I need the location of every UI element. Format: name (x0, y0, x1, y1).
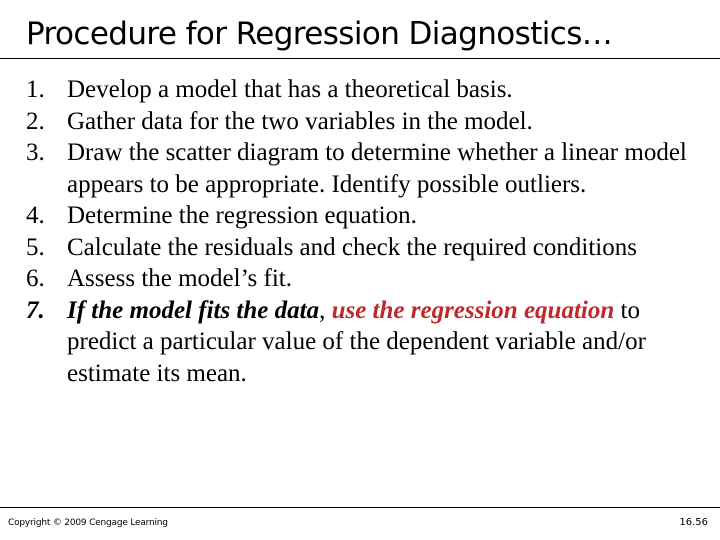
step-item (20, 263, 712, 295)
step-text: Assess the model’s fit. (67, 265, 292, 292)
step-text: Determine the regression equation. (67, 202, 417, 229)
step-text: Develop a model that has a theoretical basis. (67, 76, 513, 103)
title-divider (0, 58, 720, 59)
step-item (20, 232, 712, 264)
step-separator: , (319, 296, 332, 324)
step-number: 3. (26, 139, 45, 166)
copyright-text: Copyright © 2009 Cengage Learning (8, 518, 168, 528)
step-number: 2. (26, 107, 45, 135)
slide-title: Procedure for Regression Diagnostics… (26, 16, 613, 52)
step-highlight-text: use the regression equation (331, 296, 615, 324)
step-text: Calculate the residuals and check the required conditions (67, 233, 637, 261)
step-text: Draw the scatter diagram to determine whether a linear model appears to be appropriate. Identify possible outliers. (67, 139, 687, 198)
step-item (20, 295, 712, 390)
step-number: 5. (26, 233, 45, 261)
step-number: 4. (26, 202, 45, 229)
step-item (20, 200, 712, 232)
step-item (20, 137, 712, 200)
step-item (20, 106, 712, 138)
step-number: 6. (26, 265, 45, 292)
step-condition-text: If the model fits the data (67, 296, 320, 324)
step-text: to predict a particular value of the dependent variable and/or estimate its mean. (67, 296, 646, 387)
procedure-steps-list (20, 74, 712, 389)
step-item (20, 74, 712, 106)
slide-number: 16.56 (679, 517, 708, 528)
step-number: 1. (26, 76, 45, 103)
footer-divider (0, 507, 720, 508)
step-text: Gather data for the two variables in the model. (67, 107, 533, 135)
step-number: 7. (26, 296, 45, 324)
